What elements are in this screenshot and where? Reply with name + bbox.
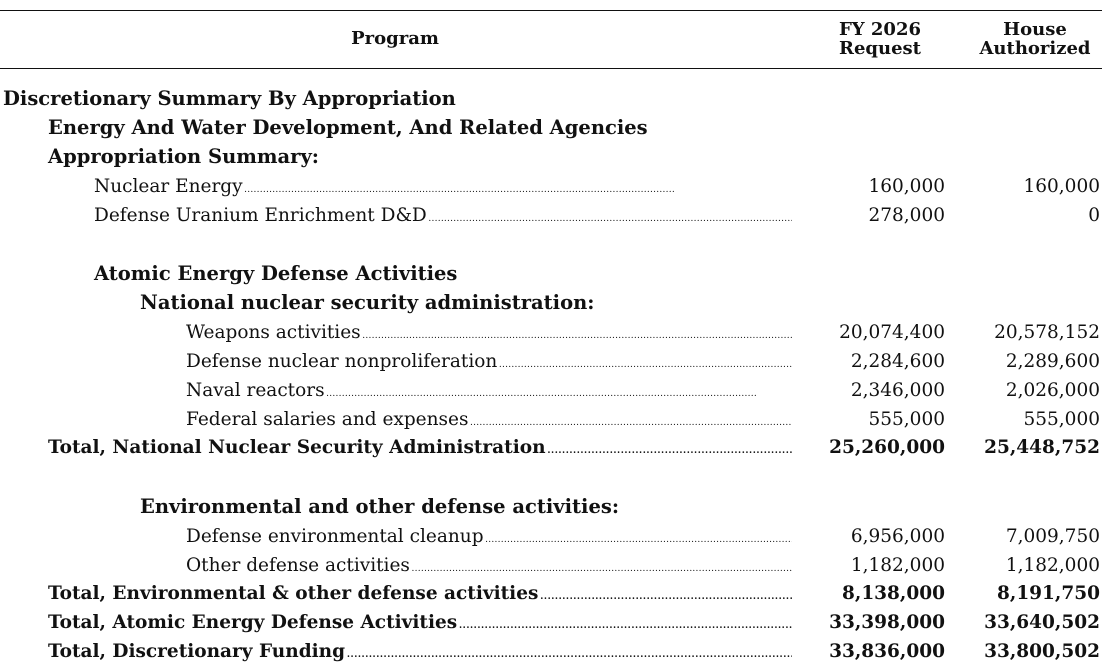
- program-header-label: Program: [351, 28, 439, 49]
- total-row: [0, 579, 1102, 608]
- row-label: Defense environmental cleanup . . .: [186, 522, 792, 551]
- nnsa-heading: National nuclear security administration:: [140, 291, 595, 314]
- header-bottom-rule: [0, 68, 1102, 69]
- row-label: Federal salaries and expenses . . .: [186, 405, 792, 434]
- energy-water-heading: Energy And Water Development, And Related Agencies: [48, 116, 648, 139]
- total-row: [0, 433, 1102, 462]
- row-label: Nuclear Energy . . .: [94, 172, 792, 201]
- house-value: 2,289,600: [1005, 351, 1100, 372]
- environmental-heading: Environmental and other defense activities:: [140, 495, 620, 518]
- request-value: 33,398,000: [829, 612, 945, 633]
- house-value: 8,191,750: [997, 583, 1100, 604]
- request-header-line2: Request: [839, 38, 921, 59]
- total-row: [0, 637, 1102, 666]
- atomic-energy-heading: Atomic Energy Defense Activities: [94, 262, 458, 285]
- column-header-house: [964, 20, 1106, 58]
- heading-row: [0, 288, 1102, 317]
- row-label: Naval reactors . . .: [186, 376, 792, 405]
- house-value: 33,800,502: [984, 641, 1100, 662]
- table-row: [0, 172, 1102, 201]
- table-row: [0, 347, 1102, 376]
- request-value: 20,074,400: [839, 322, 945, 343]
- request-header-line1: FY 2026: [839, 19, 921, 40]
- request-value: 33,836,000: [829, 641, 945, 662]
- table-row: [0, 318, 1102, 347]
- heading-row: [0, 84, 1102, 113]
- total-row: [0, 608, 1102, 637]
- house-value: 25,448,752: [984, 437, 1100, 458]
- total-label: Total, Discretionary Funding . . .: [48, 637, 792, 666]
- house-value: 2,026,000: [1005, 380, 1100, 401]
- house-value: 33,640,502: [984, 612, 1100, 633]
- column-header-request: [810, 20, 950, 58]
- request-value: 6,956,000: [850, 526, 945, 547]
- house-value: 7,009,750: [1005, 526, 1100, 547]
- heading-row: [0, 142, 1102, 171]
- row-label: Weapons activities . . .: [186, 318, 792, 347]
- table-top-rule: [0, 10, 1102, 11]
- house-value: 160,000: [1023, 176, 1100, 197]
- house-header-line1: House: [1003, 19, 1067, 40]
- house-value: 0: [1088, 205, 1100, 226]
- house-value: 20,578,152: [994, 322, 1100, 343]
- house-header-line2: Authorized: [979, 38, 1091, 59]
- request-value: 8,138,000: [842, 583, 945, 604]
- row-label: Defense nuclear nonproliferation . . .: [186, 347, 792, 376]
- request-value: 2,346,000: [850, 380, 945, 401]
- heading-row: [0, 113, 1102, 142]
- table-row: [0, 405, 1102, 434]
- row-label: Other defense activities . . .: [186, 551, 792, 580]
- house-value: 555,000: [1023, 409, 1100, 430]
- total-label: Total, Atomic Energy Defense Activities . . .: [48, 608, 792, 637]
- row-label: Defense Uranium Enrichment D&D . . .: [94, 201, 792, 230]
- discretionary-summary-heading: Discretionary Summary By Appropriation: [3, 87, 456, 110]
- request-value: 2,284,600: [850, 351, 945, 372]
- table-row: [0, 551, 1102, 580]
- total-label: Total, National Nuclear Security Administration . . .: [48, 433, 792, 462]
- house-value: 1,182,000: [1005, 555, 1100, 576]
- column-header-program: [300, 29, 490, 48]
- request-value: 555,000: [868, 409, 945, 430]
- total-label: Total, Environmental & other defense activities . . .: [48, 579, 792, 608]
- request-value: 25,260,000: [829, 437, 945, 458]
- request-value: 278,000: [868, 205, 945, 226]
- heading-row: [0, 492, 1102, 521]
- heading-row: [0, 259, 1102, 288]
- table-row: [0, 522, 1102, 551]
- appropriation-summary-heading: Appropriation Summary:: [48, 145, 319, 168]
- table-row: [0, 201, 1102, 230]
- request-value: 1,182,000: [850, 555, 945, 576]
- table-row: [0, 376, 1102, 405]
- request-value: 160,000: [868, 176, 945, 197]
